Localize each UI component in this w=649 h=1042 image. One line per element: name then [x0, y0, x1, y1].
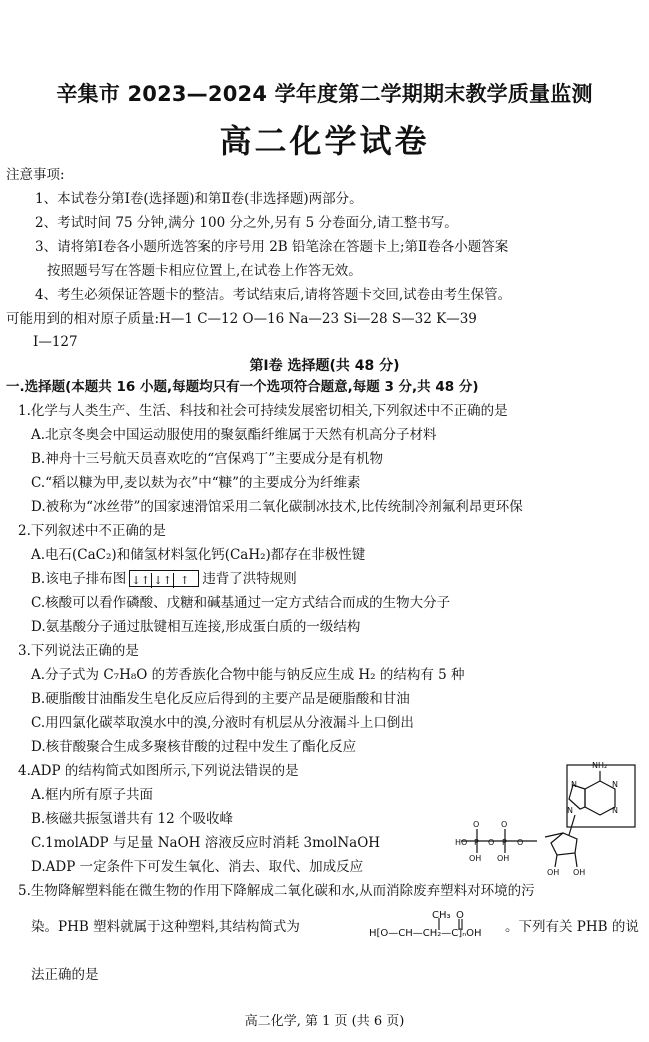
note-item: 3、请将第Ⅰ卷各小题所选答案的序号用 2B 铅笔涂在答题卡上;第Ⅱ卷各小题答案: [35, 239, 509, 255]
adp-structure-figure: [455, 757, 645, 877]
svg-text:O: O: [501, 820, 508, 829]
svg-text:O: O: [517, 838, 524, 847]
question-option: B.硬脂酸甘油酯发生皂化反应后得到的主要产品是硬脂酸和甘油: [31, 691, 410, 707]
notes-heading: 注意事项:: [6, 167, 65, 183]
orbital-box: ↑: [180, 574, 190, 587]
svg-text:N: N: [612, 780, 618, 789]
question-option: B.核磁共振氢谱共有 12 个吸收峰: [31, 811, 233, 827]
question-option: C.“稻以糠为甲,麦以麸为衣”中“糠”的主要成分为纤维素: [31, 475, 361, 491]
exam-header-title: 辛集市 2023—2024 学年度第二学期期末教学质量监测: [56, 82, 593, 106]
atomic-masses: 可能用到的相对原子质量:H—1 C—12 O—16 Na—23 Si—28 S—32 K—39: [6, 311, 477, 327]
svg-text:P: P: [474, 838, 479, 847]
question-option: B.神舟十三号航天员喜欢吃的“宫保鸡丁”主要成分是有机物: [31, 451, 384, 467]
svg-text:OH: OH: [497, 854, 510, 863]
svg-text:O: O: [488, 838, 495, 847]
svg-text:OH: OH: [547, 868, 560, 877]
svg-text:OH: OH: [469, 854, 482, 863]
highlight-box: [567, 765, 635, 827]
question-option: A.电石(CaC₂)和储氢材料氢化钙(CaH₂)都存在非极性键: [31, 547, 366, 563]
question-stem: 2.下列叙述中不正确的是: [18, 523, 166, 539]
note-item: 按照题号写在答题卡相应位置上,在试卷上作答无效。: [47, 263, 362, 279]
orbital-diagram: [129, 570, 199, 587]
svg-text:H[O—CH—CH₂—C]ₙOH: H[O—CH—CH₂—C]ₙOH: [369, 928, 482, 939]
svg-text:O: O: [473, 820, 480, 829]
question-stem: 1.化学与人类生产、生活、科技和社会可持续发展密切相关,下列叙述中不正确的是: [18, 403, 508, 419]
svg-text:N: N: [567, 806, 573, 815]
question-stem: 染。PHB 塑料就属于这种塑料,其结构简式为: [31, 919, 300, 935]
section-title: 第Ⅰ卷 选择题(共 48 分): [249, 358, 400, 374]
part-intro: 一.选择题(本题共 16 小题,每题均只有一个选项符合题意,每题 3 分,共 48 分): [6, 379, 479, 395]
question-option: D.ADP 一定条件下可发生氧化、消去、取代、加成反应: [31, 859, 364, 875]
question-stem: 4.ADP 的结构简式如图所示,下列说法错误的是: [18, 763, 299, 779]
page-footer: 高二化学, 第 1 页 (共 6 页): [244, 1014, 405, 1029]
note-item: 1、本试卷分第Ⅰ卷(选择题)和第Ⅱ卷(非选择题)两部分。: [35, 191, 363, 207]
svg-text:OH: OH: [573, 868, 586, 877]
question-option: D.核苷酸聚合生成多聚核苷酸的过程中发生了酯化反应: [31, 739, 357, 755]
svg-text:N: N: [612, 806, 618, 815]
question-option: A.框内所有原子共面: [31, 787, 154, 803]
question-option: A.北京冬奥会中国运动服使用的聚氨酯纤维属于天然有机高分子材料: [31, 427, 437, 443]
question-stem: 3.下列说法正确的是: [18, 643, 139, 659]
question-option: C.1molADP 与足量 NaOH 溶液反应时消耗 3molNaOH: [31, 835, 381, 851]
exam-subject-title: 高二化学试卷: [219, 122, 430, 160]
svg-text:CH₃: CH₃: [432, 910, 451, 921]
note-item: 2、考试时间 75 分钟,满分 100 分之外,另有 5 分卷面分,请工整书写。: [35, 215, 458, 231]
question-stem: 。下列有关 PHB 的说: [505, 919, 639, 935]
svg-text:HO: HO: [455, 838, 468, 847]
question-stem: 法正确的是: [31, 967, 99, 983]
note-item: 4、考生必须保证答题卡的整洁。考试结束后,请将答题卡交回,试卷由考生保管。: [35, 287, 512, 303]
question-stem: 5.生物降解塑料能在微生物的作用下降解成二氧化碳和水,从而消除废弃塑料对环境的污: [18, 883, 535, 899]
phb-structure-formula: [367, 910, 499, 944]
question-option: A.分子式为 C₇H₈O 的芳香族化合物中能与钠反应生成 H₂ 的结构有 5 种: [31, 667, 465, 683]
svg-text:NH₂: NH₂: [592, 761, 608, 770]
svg-text:N: N: [571, 780, 577, 789]
question-option: C.用四氯化碳萃取溴水中的溴,分液时有机层从分液漏斗上口倒出: [31, 715, 414, 731]
atomic-masses-cont: I—127: [33, 334, 78, 350]
svg-text:O: O: [456, 910, 464, 921]
question-option: D.被称为“冰丝带”的国家速滑馆采用二氧化碳制冰技术,比传统制冷剂氟利昂更环保: [31, 499, 523, 515]
question-option: C.核酸可以看作磷酸、戊糖和碱基通过一定方式结合而成的生物大分子: [31, 595, 451, 611]
orbital-box: ↓↑: [130, 573, 152, 588]
orbital-box: ↓↑: [152, 573, 174, 588]
question-option: B.该电子排布图 ↓↑ ↓↑ ↑ 违背了洪特规则: [31, 571, 297, 587]
svg-text:P: P: [502, 838, 507, 847]
question-option: D.氨基酸分子通过肽键相互连接,形成蛋白质的一级结构: [31, 619, 361, 635]
